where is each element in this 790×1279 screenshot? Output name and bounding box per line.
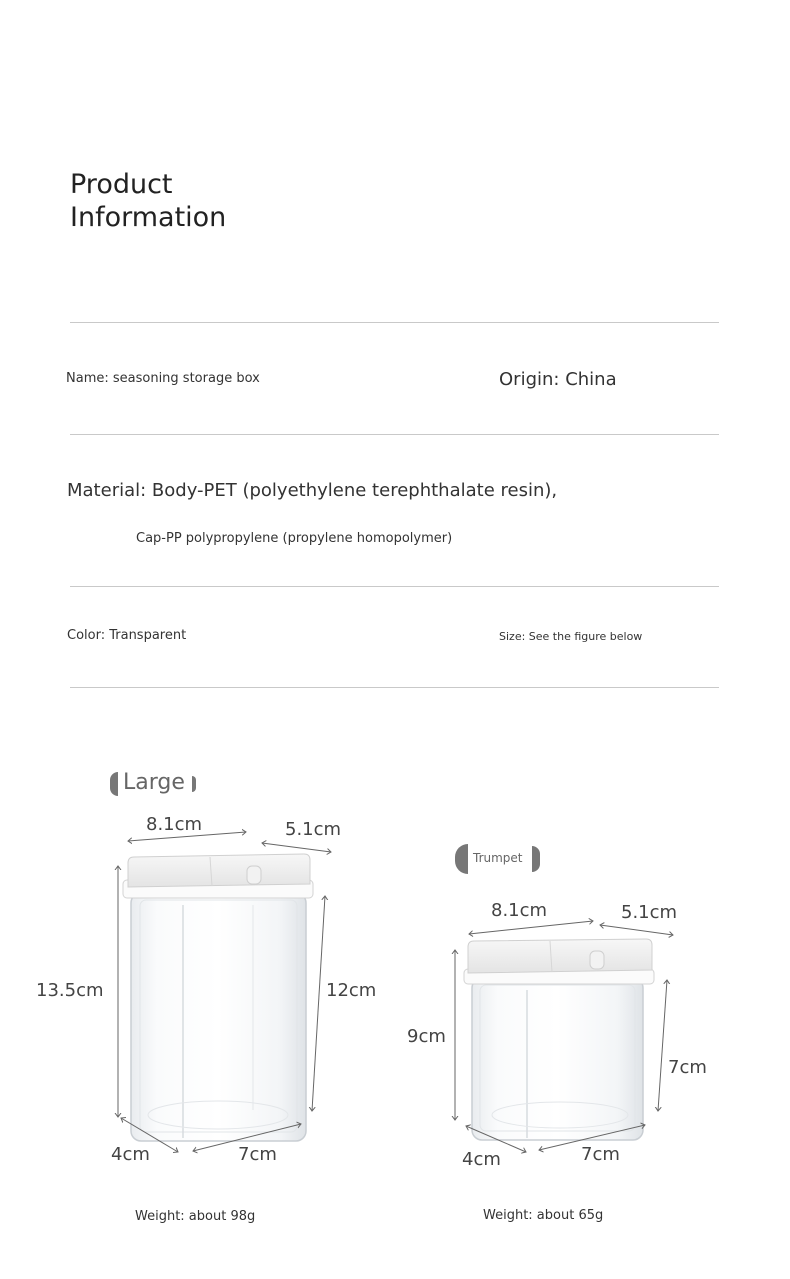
trumpet-body-height-label: 7cm [668, 1057, 707, 1078]
trumpet-width-bottom-label: 7cm [581, 1144, 620, 1165]
trumpet-label-text: Trumpet [473, 851, 523, 865]
trumpet-dim-depth-top [600, 925, 673, 935]
large-depth-bottom-label: 4cm [111, 1144, 150, 1165]
spec-color: Color: Transparent [67, 628, 187, 643]
large-total-height-label: 13.5cm [36, 980, 104, 1001]
trumpet-cap-tab [590, 951, 604, 969]
large-width-bottom-label: 7cm [238, 1144, 277, 1165]
large-body [131, 893, 306, 1141]
trumpet-cap [468, 939, 652, 973]
trumpet-weight: Weight: about 65g [483, 1208, 604, 1223]
large-cap-tab [247, 866, 261, 884]
large-dim-body-height [312, 896, 325, 1111]
trumpet-container [464, 939, 654, 1140]
large-container [123, 854, 313, 1141]
trumpet-dim-width-top [469, 921, 593, 934]
spec-size: Size: See the figure below [499, 630, 643, 643]
spec-material-line2: Cap-PP polypropylene (propylene homopolymer) [136, 531, 453, 546]
page-title-line1: Product [70, 169, 173, 200]
trumpet-body [472, 978, 643, 1140]
trumpet-depth-bottom-label: 4cm [462, 1149, 501, 1170]
large-label-text: Large [123, 770, 185, 795]
spec-name: Name: seasoning storage box [66, 371, 260, 386]
trumpet-depth-top-label: 5.1cm [621, 902, 678, 923]
page-title-line2: Information [70, 202, 227, 233]
spec-material-line1: Material: Body-PET (polyethylene terephthalate resin), [67, 480, 558, 501]
spec-origin: Origin: China [499, 369, 617, 390]
trumpet-width-top-label: 8.1cm [491, 900, 548, 921]
large-depth-top-label: 5.1cm [285, 819, 342, 840]
trumpet-dim-body-height [658, 980, 667, 1111]
large-body-height-label: 12cm [326, 980, 377, 1001]
trumpet-total-height-label: 9cm [407, 1026, 446, 1047]
large-dim-depth-top [262, 843, 331, 852]
large-weight: Weight: about 98g [135, 1209, 256, 1224]
large-cap [128, 854, 310, 887]
large-width-top-label: 8.1cm [146, 814, 203, 835]
